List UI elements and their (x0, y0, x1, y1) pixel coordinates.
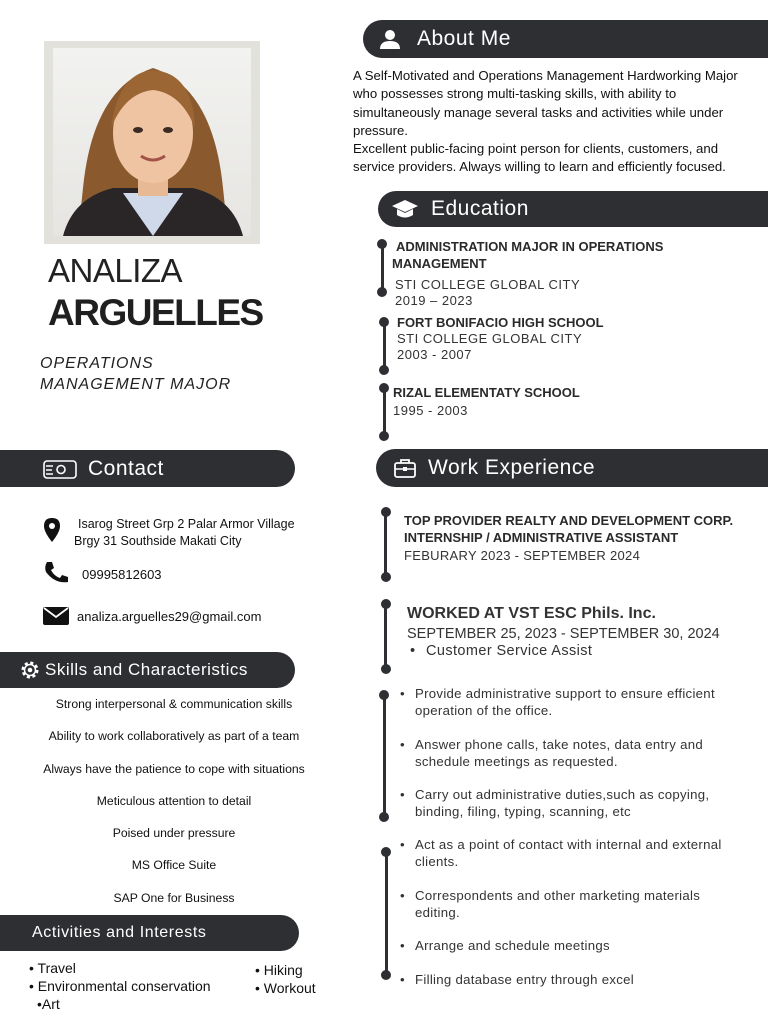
job-position: INTERNSHIP / ADMINISTRATIVE ASSISTANT (404, 530, 679, 545)
first-name: ANALIZA (48, 252, 183, 289)
work-dot (379, 812, 389, 822)
education-item (392, 238, 722, 309)
duty-item: • Carry out administrative duties,such as copying, binding, filing, typing, scanning, etc (415, 786, 760, 820)
role-line-2: MANAGEMENT MAJOR (40, 376, 232, 393)
work-timeline-line-2 (384, 603, 387, 669)
work-dot (379, 690, 389, 700)
job-company: WORKED AT VST ESC Phils. Inc. (407, 605, 656, 622)
graduation-cap-icon (391, 197, 419, 221)
skills-title: Skills and Characteristics (45, 660, 248, 679)
role-line-1: OPERATIONS (40, 355, 154, 372)
skill-item: Always have the patience to cope with situations (43, 762, 305, 776)
school-sub: STI COLLEGE GLOBAL CITY (397, 331, 583, 346)
work-title: Work Experience (428, 456, 596, 479)
skill-item: MS Office Suite (131, 858, 217, 872)
work-dot (381, 599, 391, 609)
skill-item: Poised under pressure (112, 826, 236, 840)
skill-item: Meticulous attention to detail (96, 794, 252, 808)
activity-item: • Environmental conservation (29, 978, 211, 994)
job-role: • Customer Service Assist (410, 643, 593, 659)
edu-dot (377, 287, 387, 297)
skills-header (0, 652, 295, 688)
about-text: A Self-Motivated and Operations Management Hardworking Major who possesses strong multi-tasking skills, with ability to simultaneously manage several tasks and activities while under pressure. Excellent public-facing point person for clients, customers, and service providers. Always willing to learn and efficiently focused. (353, 68, 738, 175)
skill-item: SAP One for Business (113, 891, 235, 905)
work-timeline-line-3 (383, 695, 386, 817)
address-line-2: Brgy 31 Southside Makati City (74, 534, 242, 548)
edu-timeline-line-3 (383, 388, 386, 436)
job-entry (404, 512, 734, 563)
edu-timeline-line-2 (383, 322, 386, 370)
edu-dot (379, 383, 389, 393)
work-header (376, 449, 768, 487)
edu-dot (377, 239, 387, 249)
work-dot (381, 970, 391, 980)
address-line-1: Isarog Street Grp 2 Palar Armor Village (78, 517, 295, 531)
phone-icon (43, 560, 69, 589)
school-sub: STI COLLEGE GLOBAL CITY (395, 277, 581, 292)
gear-icon (19, 659, 41, 681)
contact-phone[interactable]: 09995812603 (82, 567, 162, 582)
school-name: RIZAL ELEMENTATY SCHOOL (393, 385, 580, 400)
user-icon (378, 27, 402, 51)
duty-item: • Filling database entry through excel (415, 971, 760, 988)
school-years: 2003 - 2007 (397, 347, 472, 362)
activities-col-1 (29, 959, 211, 1013)
job-dates: FEBURARY 2023 - SEPTEMBER 2024 (404, 548, 641, 563)
skill-item: Strong interpersonal & communication skills (55, 697, 293, 711)
job-company: TOP PROVIDER REALTY AND DEVELOPMENT CORP. (404, 513, 734, 528)
activity-item: •Art (37, 996, 60, 1012)
contact-header (0, 450, 295, 487)
role-title (40, 353, 231, 395)
job-entry (407, 605, 757, 659)
job-role-text: Customer Service Assist (426, 643, 593, 659)
contact-address (74, 516, 295, 550)
activity-item: • Workout (255, 980, 316, 996)
education-header (378, 191, 768, 227)
activity-item: • Hiking (255, 962, 303, 978)
school-years: 2019 – 2023 (395, 293, 473, 308)
profile-photo (53, 48, 251, 236)
work-timeline-line-1 (384, 512, 387, 578)
education-title: Education (431, 197, 529, 220)
activities-col-2 (255, 961, 316, 997)
job-dates: SEPTEMBER 25, 2023 - SEPTEMBER 30, 2024 (407, 626, 720, 642)
education-item (393, 384, 723, 419)
about-title: About Me (417, 27, 511, 50)
work-timeline-line-4 (385, 852, 388, 975)
activity-item: • Travel (29, 960, 76, 976)
work-dot (381, 847, 391, 857)
education-item (397, 314, 727, 363)
contact-title: Contact (88, 456, 164, 480)
last-name: ARGUELLES (48, 292, 263, 333)
duty-item: • Provide administrative support to ensure efficient operation of the office. (415, 685, 760, 719)
school-name: FORT BONIFACIO HIGH SCHOOL (397, 315, 604, 330)
edu-dot (379, 317, 389, 327)
edu-dot (379, 431, 389, 441)
duty-item: • Answer phone calls, take notes, data entry and schedule meetings as requested. (415, 736, 760, 770)
duty-item: • Act as a point of contact with internal and external clients. (415, 836, 735, 870)
activities-title: Activities and Interests (32, 924, 207, 941)
work-dot (381, 664, 391, 674)
work-dot (381, 507, 391, 517)
location-pin-icon (43, 517, 61, 548)
work-dot (381, 572, 391, 582)
edu-timeline-line-1 (381, 244, 384, 292)
duty-item: • Correspondents and other marketing materials editing. (415, 887, 745, 921)
briefcase-icon (394, 458, 416, 478)
skill-item: Ability to work collaboratively as part of a team (48, 729, 300, 743)
contact-email[interactable]: analiza.arguelles29@gmail.com (77, 609, 262, 624)
envelope-icon (43, 606, 69, 631)
duty-item: • Arrange and schedule meetings (415, 937, 760, 954)
school-years: 1995 - 2003 (393, 403, 468, 418)
activities-header (0, 915, 299, 951)
school-name: ADMINISTRATION MAJOR IN OPERATIONS MANAGEMENT (392, 239, 664, 271)
about-header (363, 20, 768, 58)
edu-dot (379, 365, 389, 375)
email-at-icon (43, 458, 77, 480)
